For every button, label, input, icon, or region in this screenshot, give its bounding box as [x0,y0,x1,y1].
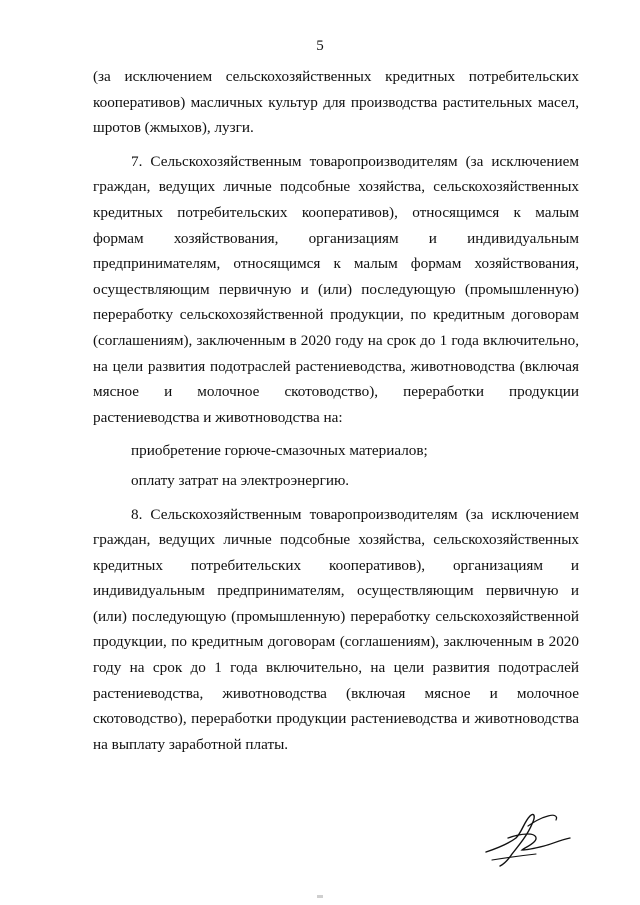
page-number: 5 [316,38,324,54]
handwritten-signature-icon [478,808,578,870]
paragraph-item-7: 7. Сельскохозяйственным товаропроизводителям (за исключением граждан, ведущих личные подсобные хозяйства, сельскохозяйственных кредитных потребительских кооперативов), относящимся к малым формам хозяйствования, организациям и индивидуальным предпринимателям, относящимся к малым формам хозяйствования, осуществляющим первичную и (или) последующую (промышленную) переработку сельскохозяйственной продукции, по кредитным договорам (соглашениям), заключенным в 2020 году на срок до 1 года включительно, на цели развития подотраслей растениеводства, животноводства (включая мясное и молочное скотоводство), переработки продукции растениеводства и животноводства на: [93,152,579,426]
scan-mark [317,895,323,898]
list-item-electricity: оплату затрат на электроэнергию. [131,471,350,489]
paragraph-continuation: (за исключением сельскохозяйственных кредитных потребительских кооперативов) масличных культур для производства растительных масел, шротов (жмыхов), лузги. [93,68,579,137]
document-body [93,64,579,757]
list-item-fuel: приобретение горюче-смазочных материалов; [131,442,428,460]
paragraph-item-8: 8. Сельскохозяйственным товаропроизводителям (за исключением граждан, ведущих личные подсобные хозяйства, сельскохозяйственных кредитных потребительских кооперативов), организациям и индивидуальным предпринимателям, осуществляющим первичную и (или) последующую (промышленную) переработку сельскохозяйственной продукции, по кредитным договорам (соглашениям), заключенным в 2020 году на срок до 1 года включительно, на цели развития подотраслей растениеводства, животноводства (включая мясное и молочное скотоводство), переработки продукции растениеводства и животноводства на выплату заработной платы. [93,505,579,753]
